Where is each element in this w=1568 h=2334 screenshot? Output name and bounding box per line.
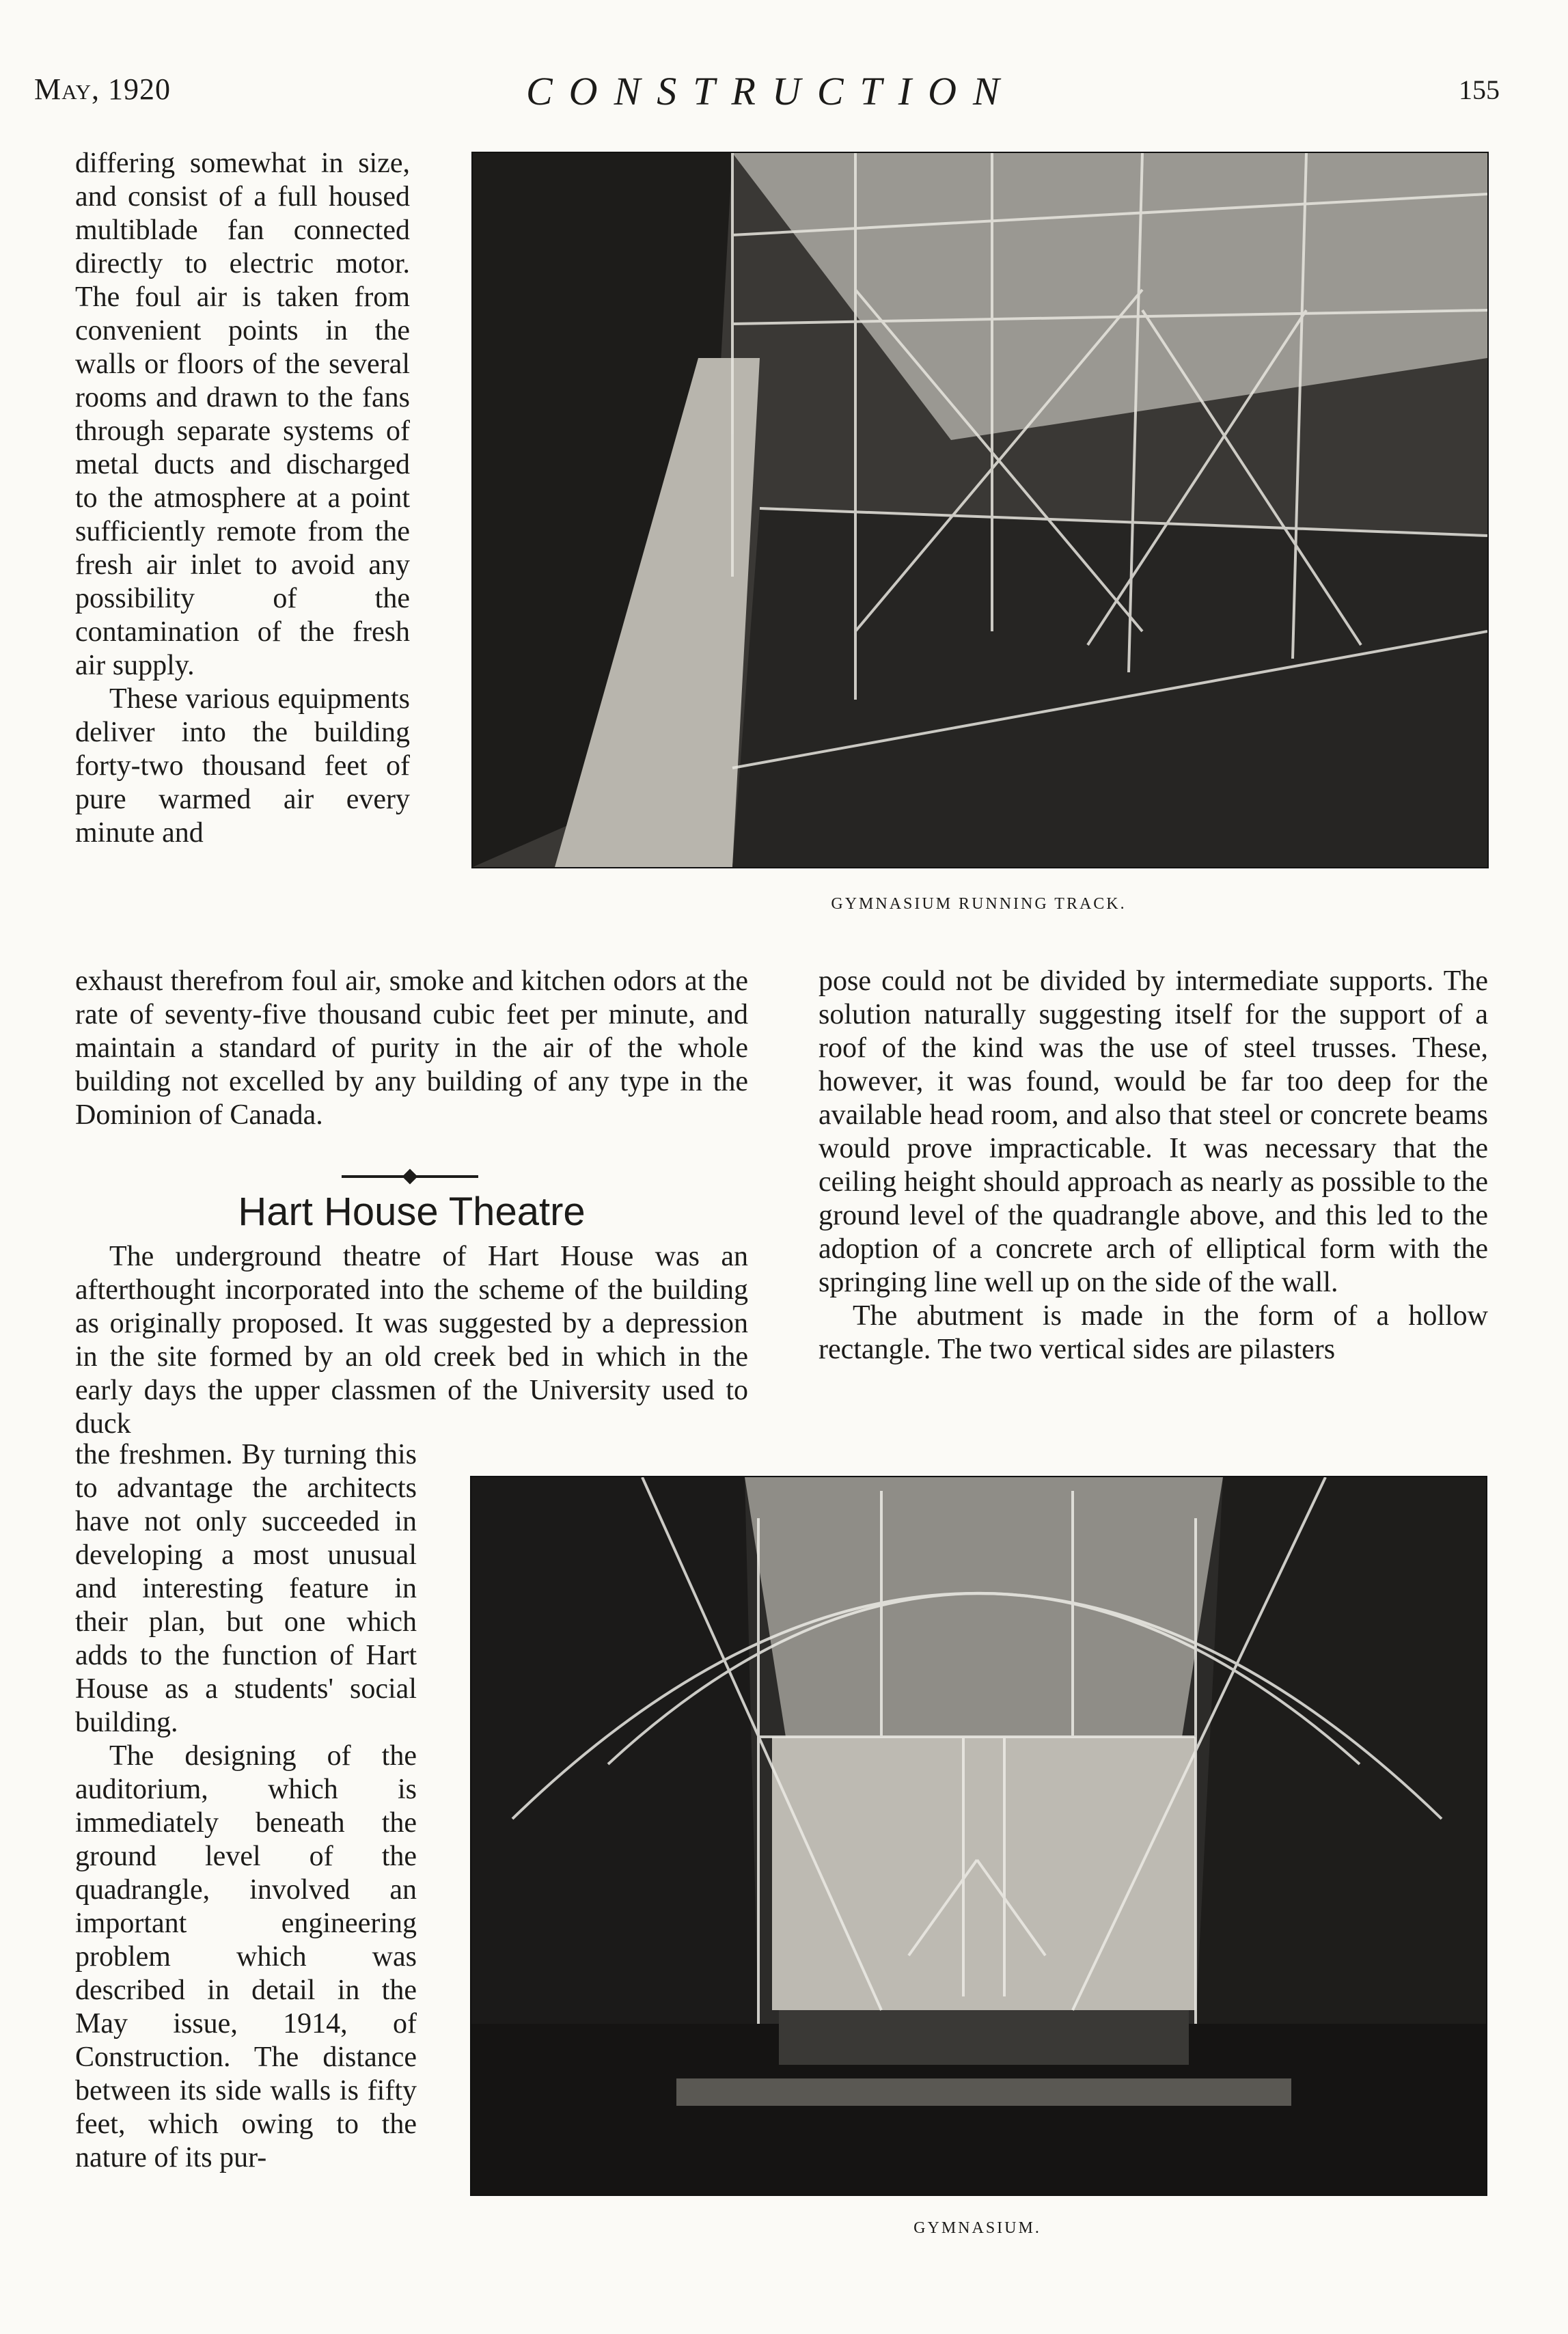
gymnasium-caption: GYMNASIUM.	[913, 2219, 1041, 2237]
section-heading: Hart House Theatre	[238, 1190, 586, 1234]
equipment-paragraph-continuation	[75, 965, 748, 1132]
article-column-top	[75, 147, 410, 850]
gymnasium-illustration	[471, 1477, 1486, 2195]
equipment-paragraph-end: exhaust therefrom foul air, smoke and kitchen odors at the rate of seventy-five thousand cubic feet per minute, and maintain a standard of purity in the air of the whole building not excelled by any building of any type in the Dominion of Canada.	[75, 965, 748, 1131]
divider-ornament-icon	[402, 1169, 418, 1185]
article-column-bottom	[75, 1438, 417, 2175]
issue-date: May, 1920	[34, 72, 171, 106]
page-number: 155	[1459, 74, 1500, 105]
equipment-paragraph-start: These various equipments deliver into the building forty-two thousand feet of pure warmed air every minute and	[75, 683, 410, 849]
article-column-right	[819, 965, 1488, 1367]
running-track-photo	[471, 152, 1489, 868]
theatre-paragraph-wide	[75, 1240, 748, 1441]
auditorium-paragraph: The designing of the auditorium, which is immediately beneath the ground level of the quadrangle, involved an important engineering problem which was described in detail in the May issue, 1914, of Construction. The distance between its side walls is fifty feet, which owing to the nature of its pur-	[75, 1740, 417, 2173]
roof-support-paragraph: pose could not be divided by intermediate supports. The solution naturally suggesting itself for the support of a roof of the kind was the use of steel trusses. These, however, it was found, would be far too deep for the available head room, and also that steel or concrete beams would prove impracticable. It was necessary that the ceiling height should approach as nearly as possible to the ground level of the quadrangle above, and this led to the adoption of a concrete arch of elliptical form with the springing line well up on the side of the wall.	[819, 965, 1488, 1298]
theatre-paragraph-end: the freshmen. By turning this to advantage the architects have not only succeeded in developing a most unusual and interesting feature in their plan, but one which adds to the function of Hart House as a students' social building.	[75, 1439, 417, 1738]
running-track-illustration	[473, 153, 1487, 867]
magazine-title: CONSTRUCTION	[526, 69, 1016, 113]
ventilation-paragraph: differing somewhat in size, and consist of a full housed multiblade fan connected directly to electric motor. The foul air is taken from convenient points in the walls or floors of the several rooms and drawn to the fans through separate systems of metal ducts and discharged to the atmosphere at a point sufficiently remote from the fresh air inlet to avoid any possibility of the contamination of the fresh air supply.	[75, 148, 410, 681]
gymnasium-photo	[470, 1476, 1487, 2196]
theatre-paragraph-start: The underground theatre of Hart House was an afterthought incorporated into the scheme of the building as originally proposed. It was suggested by a depression in the site formed by an old creek bed in which in the early days the upper classmen of the University used to duck	[75, 1241, 748, 1440]
abutment-paragraph: The abutment is made in the form of a hollow rectangle. The two vertical sides are pilasters	[819, 1300, 1488, 1365]
running-track-caption: GYMNASIUM RUNNING TRACK.	[831, 895, 1127, 913]
